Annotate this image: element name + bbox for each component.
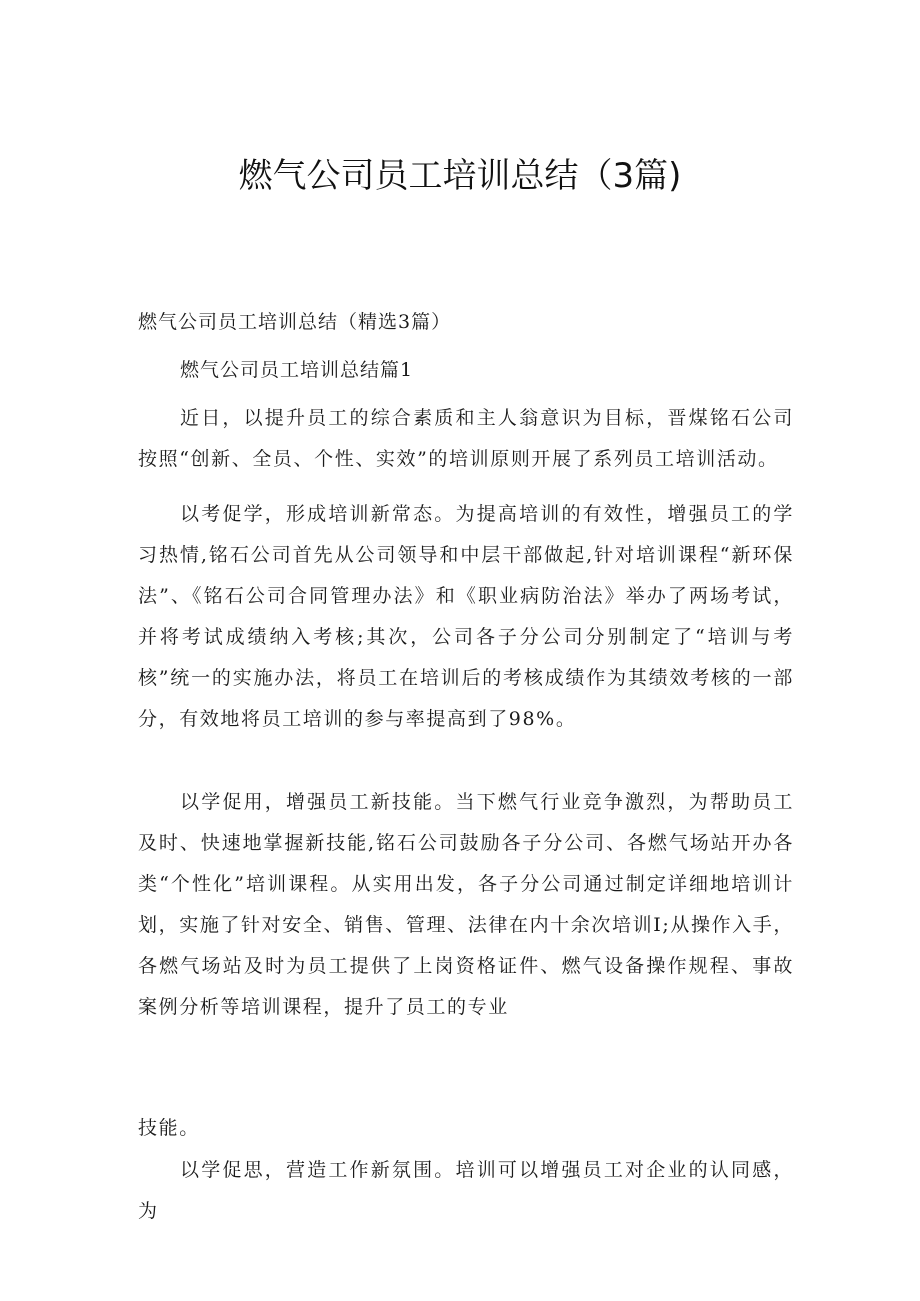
- paragraph-2: 以考促学，形成培训新常态。为提高培训的有效性，增强员工的学习热情,铭石公司首先从公司领导和中层干部做起,针对培训课程“新环保法”、《铭石公司合同管理办法》和《职业病防治法》举办了两场考试，并将考试成绩纳入考核;其次，公司各子分公司分别制定了“培训与考核”统一的实施办法，将员工在培训后的考核成绩作为其绩效考核的一部分，有效地将员工培训的参与率提高到了98%。: [138, 503, 794, 730]
- paragraph-1: 近日，以提升员工的综合素质和主人翁意识为目标，晋煤铭石公司按照“创新、全员、个性、实效”的培训原则开展了系列员工培训活动。: [138, 407, 794, 470]
- paragraph-4: 以学促思，营造工作新氛围。培训可以增强员工对企业的认同感，为: [138, 1159, 794, 1222]
- document-title: 燃气公司员工培训总结（3篇): [238, 156, 682, 196]
- document-subtitle: 燃气公司员工培训总结（精选3篇）: [138, 311, 452, 333]
- paragraph-3: 以学促用，增强员工新技能。当下燃气行业竞争激烈，为帮助员工及时、快速地掌握新技能,铭石公司鼓励各子分公司、各燃气场站开办各类“个性化”培训课程。从实用出发，各子分公司通过制定详细地培训计划，实施了针对安全、销售、管理、法律在内十余次培训I;从操作入手，各燃气场站及时为员工提供了上岗资格证件、燃气设备操作规程、事故案例分析等培训课程，提升了员工的专业: [138, 791, 794, 1018]
- paragraph-3-continued: 技能。: [138, 1117, 200, 1139]
- section-heading: 燃气公司员工培训总结篇1: [180, 359, 414, 381]
